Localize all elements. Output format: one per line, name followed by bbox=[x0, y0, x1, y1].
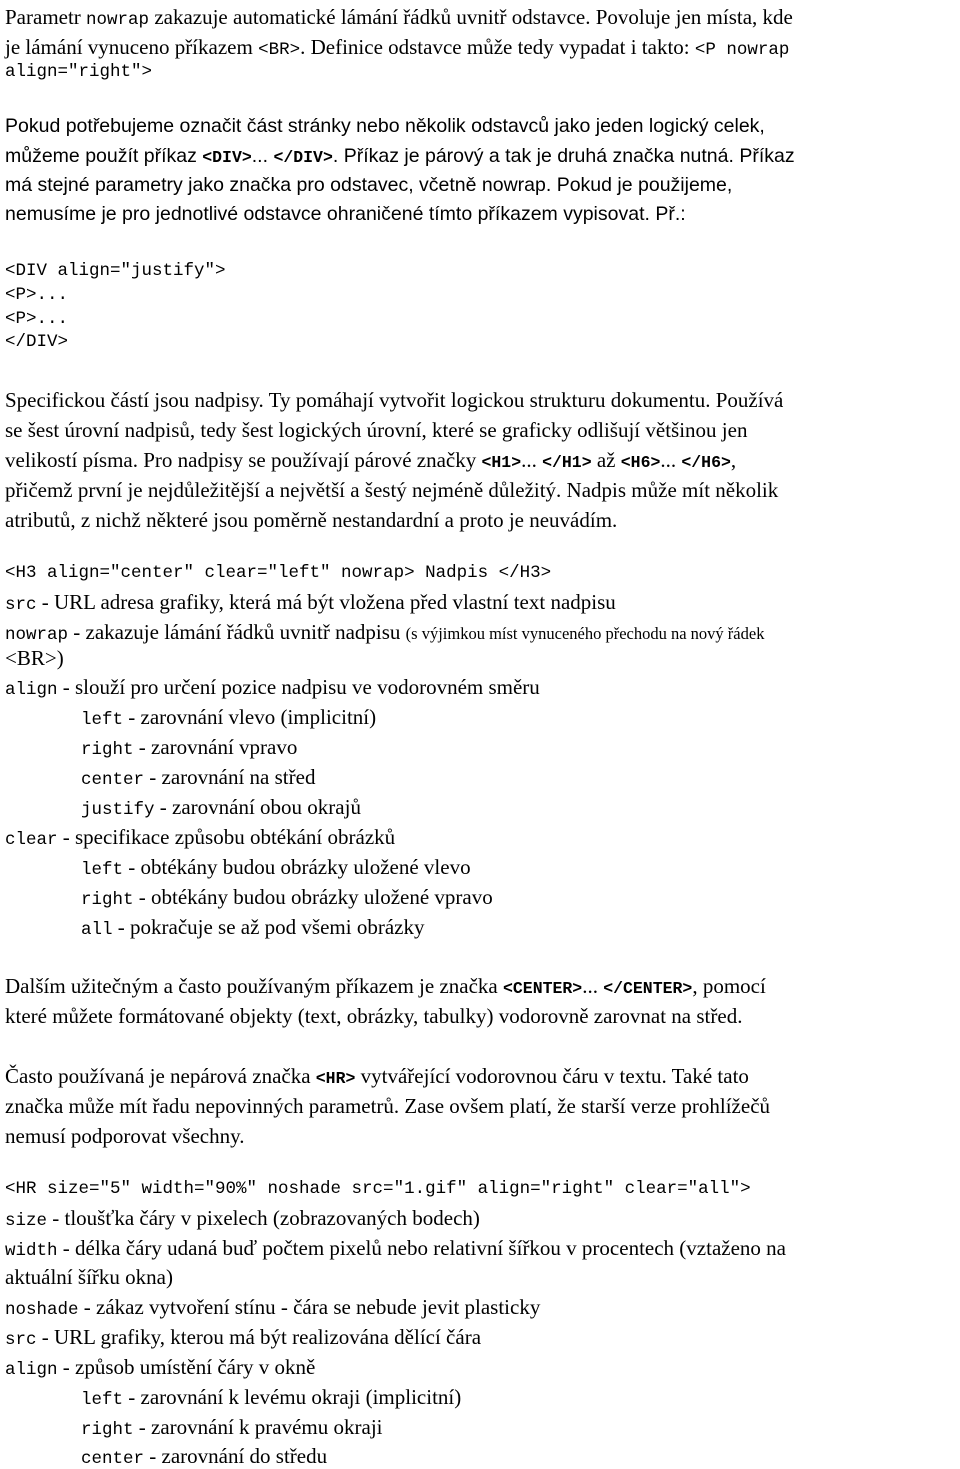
p3-l3-text5: , bbox=[730, 448, 737, 472]
p4-l1-code1: <CENTER> bbox=[502, 979, 583, 998]
hr-align-left-row bbox=[81, 1387, 461, 1410]
hr-align-row bbox=[5, 1357, 315, 1380]
p2-line4: nemusíme je pro jednotlivé odstavce ohraničené tímto příkazem vypisovat. Př.: bbox=[5, 203, 686, 225]
p1-l1-text2: zakazuje automatické lámání řádků uvnitř odstavce. Povoluje jen místa, kde bbox=[149, 5, 793, 29]
p2-l2-code2: </DIV> bbox=[273, 148, 333, 167]
p4-l1-text1: Dalším užitečným a často používaným příkazem je značka bbox=[5, 974, 503, 998]
h3-align-right-row bbox=[81, 737, 297, 760]
p2-line2 bbox=[5, 147, 795, 167]
h3-align-center-attr: center bbox=[81, 770, 145, 790]
p5-l1-code1: <HR> bbox=[315, 1069, 356, 1088]
p1-l1-code1: nowrap bbox=[86, 10, 150, 30]
hr-noshade-desc: - zákaz vytvoření stínu - čára se nebude jevit plasticky bbox=[78, 1295, 541, 1319]
h3-clear-attr: clear bbox=[5, 830, 58, 850]
p3-l3-text2: ... bbox=[521, 448, 543, 472]
p2-l2-code1: <DIV> bbox=[202, 148, 252, 167]
hr-size-row bbox=[5, 1208, 480, 1231]
h3-clear-all-attr: all bbox=[81, 920, 113, 940]
p4-l1-code2: </CENTER> bbox=[603, 979, 693, 998]
h3-src-attr: src bbox=[5, 595, 37, 615]
p1-line1 bbox=[5, 7, 793, 30]
p3-l3-code2: </H1> bbox=[542, 453, 592, 472]
h3-src-desc: - URL adresa grafiky, která má být vložena před vlastní text nadpisu bbox=[36, 590, 616, 614]
hr-width-cont: aktuální šířku okna) bbox=[5, 1265, 173, 1289]
h3-nowrap-cont: <BR>) bbox=[5, 646, 64, 670]
h3-clear-left-desc: - obtékány budou obrázky uložené vlevo bbox=[123, 855, 471, 879]
p3-line5: atributů, z nichž některé jsou poměrně nestandardní a proto je neuvádím. bbox=[5, 508, 618, 532]
p2-l2-text3: . Příkaz je párový a tak je druhá značka nutná. Příkaz bbox=[332, 145, 795, 167]
hr-width-attr: width bbox=[5, 1241, 58, 1261]
p1-l3-code1: align="right"> bbox=[5, 62, 153, 82]
h3-align-justify-desc: - zarovnání obou okrajů bbox=[154, 795, 361, 819]
h3-clear-all-row bbox=[81, 917, 424, 940]
hr-align-right-attr: right bbox=[81, 1420, 134, 1440]
p3-l3-code4: </H6> bbox=[681, 453, 731, 472]
h3-align-left-attr: left bbox=[81, 710, 124, 730]
h3-clear-right-row bbox=[81, 887, 493, 910]
hr-size-desc: - tloušťka čáry v pixelech (zobrazovaných bodech) bbox=[47, 1206, 480, 1230]
h3-clear-desc: - specifikace způsobu obtékání obrázků bbox=[57, 825, 396, 849]
h3-clear-all-desc: - pokračuje se až pod všemi obrázky bbox=[112, 915, 425, 939]
hr-align-right-row bbox=[81, 1417, 383, 1440]
h3-align-right-desc: - zarovnání vpravo bbox=[133, 735, 298, 759]
h3-align-center-desc: - zarovnání na střed bbox=[144, 765, 316, 789]
h3-align-right-attr: right bbox=[81, 740, 134, 760]
hr-align-center-attr: center bbox=[81, 1449, 145, 1469]
p3-l3-text1: velikostí písma. Pro nadpisy se používají párové značky bbox=[5, 448, 482, 472]
hr-src-attr: src bbox=[5, 1330, 37, 1350]
p1-line3 bbox=[5, 64, 152, 82]
h3-nowrap-row bbox=[5, 622, 764, 645]
p2-l2-text1: můžeme použít příkaz bbox=[5, 145, 203, 167]
h3-nowrap-attr: nowrap bbox=[5, 625, 69, 645]
p1-l2-text2: . Definice odstavce může tedy vypadat i takto: bbox=[300, 35, 695, 59]
p5-line3: nemusí podporovat všechny. bbox=[5, 1124, 245, 1148]
hr-align-attr: align bbox=[5, 1360, 58, 1380]
h3-code: <H3 align="center" clear="left" nowrap> Nadpis </H3> bbox=[5, 563, 552, 583]
h3-clear-row bbox=[5, 827, 395, 850]
p3-line2: se šest úrovní nadpisů, tedy šest logických úrovní, které se graficky odlišují většinou jen bbox=[5, 418, 748, 442]
h3-nowrap-note: (s výjimkou míst vynuceného přechodu na nový řádek bbox=[405, 624, 765, 643]
p2-l2-text2: ... bbox=[251, 145, 274, 167]
p4-line2: které můžete formátované objekty (text, obrázky, tabulky) vodorovně zarovnat na střed. bbox=[5, 1004, 743, 1028]
code1-line1: <DIV align="justify"> bbox=[5, 261, 226, 281]
hr-size-attr: size bbox=[5, 1211, 48, 1231]
hr-code: <HR size="5" width="90%" noshade src="1.gif" align="right" clear="all"> bbox=[5, 1179, 751, 1199]
h3-align-justify-attr: justify bbox=[81, 800, 155, 820]
h3-clear-left-attr: left bbox=[81, 860, 124, 880]
p1-line2 bbox=[5, 37, 789, 60]
code1-line3: <P>... bbox=[5, 309, 69, 329]
hr-width-desc: - délka čáry udaná buď počtem pixelů nebo relativní šířkou v procentech (vztaženo na bbox=[57, 1236, 786, 1260]
hr-noshade-attr: noshade bbox=[5, 1300, 79, 1320]
p3-l3-text3: až bbox=[591, 448, 621, 472]
p1-l1-text1: Parametr bbox=[5, 5, 87, 29]
h3-clear-right-desc: - obtékány budou obrázky uložené vpravo bbox=[133, 885, 493, 909]
hr-align-right-desc: - zarovnání k pravému okraji bbox=[133, 1415, 383, 1439]
code1-line2: <P>... bbox=[5, 285, 69, 305]
p1-l2-text1: je lámání vynuceno příkazem bbox=[5, 35, 259, 59]
hr-align-left-attr: left bbox=[81, 1390, 124, 1410]
h3-src-row bbox=[5, 592, 616, 615]
p5-line2: značka může mít řadu nepovinných parametrů. Zase ovšem platí, že starší verze prohlížečů bbox=[5, 1094, 771, 1118]
hr-align-left-desc: - zarovnání k levému okraji (implicitní) bbox=[123, 1385, 462, 1409]
h3-align-row bbox=[5, 677, 540, 700]
p3-l3-text4: ... bbox=[660, 448, 682, 472]
hr-src-desc: - URL grafiky, kterou má být realizována dělící čára bbox=[36, 1325, 482, 1349]
hr-align-desc: - způsob umístění čáry v okně bbox=[57, 1355, 316, 1379]
h3-clear-left-row bbox=[81, 857, 471, 880]
p5-l1-text1: Často používaná je nepárová značka bbox=[5, 1064, 316, 1088]
p2-line3: má stejné parametry jako značka pro odstavec, včetně nowrap. Pokud je použijeme, bbox=[5, 174, 733, 196]
p1-l2-code2: <P nowrap bbox=[694, 40, 790, 60]
p1-l2-code1: <BR> bbox=[258, 40, 301, 60]
h3-align-center-row bbox=[81, 767, 315, 790]
h3-align-attr: align bbox=[5, 680, 58, 700]
h3-align-desc: - slouží pro určení pozice nadpisu ve vodorovném směru bbox=[57, 675, 540, 699]
p3-l3-code1: <H1> bbox=[481, 453, 522, 472]
p4-l1-text2: ... bbox=[582, 974, 604, 998]
p4-line1 bbox=[5, 976, 766, 998]
p3-line3 bbox=[5, 450, 736, 472]
h3-align-left-desc: - zarovnání vlevo (implicitní) bbox=[123, 705, 377, 729]
p5-line1 bbox=[5, 1066, 749, 1088]
h3-align-left-row bbox=[81, 707, 376, 730]
hr-noshade-row bbox=[5, 1297, 540, 1320]
p3-line4: přičemž první je nejdůležitější a největší a šestý nejméně důležitý. Nadpis může mít několik bbox=[5, 478, 779, 502]
hr-src-row bbox=[5, 1327, 481, 1350]
hr-width-row bbox=[5, 1238, 786, 1261]
hr-align-center-desc: - zarovnání do středu bbox=[144, 1444, 328, 1468]
hr-align-center-row bbox=[81, 1446, 327, 1469]
p3-line1: Specifickou částí jsou nadpisy. Ty pomáhají vytvořit logickou strukturu dokumentu. Používá bbox=[5, 388, 784, 412]
h3-clear-right-attr: right bbox=[81, 890, 134, 910]
h3-nowrap-desc: - zakazuje lámání řádků uvnitř nadpisu bbox=[68, 620, 406, 644]
code1-line4: </DIV> bbox=[5, 332, 69, 352]
h3-align-justify-row bbox=[81, 797, 361, 820]
p4-l1-text3: , pomocí bbox=[692, 974, 766, 998]
p5-l1-text2: vytvářející vodorovnou čáru v textu. Také tato bbox=[355, 1064, 749, 1088]
p3-l3-code3: <H6> bbox=[620, 453, 661, 472]
p2-line1: Pokud potřebujeme označit část stránky nebo několik odstavců jako jeden logický celek, bbox=[5, 115, 765, 137]
